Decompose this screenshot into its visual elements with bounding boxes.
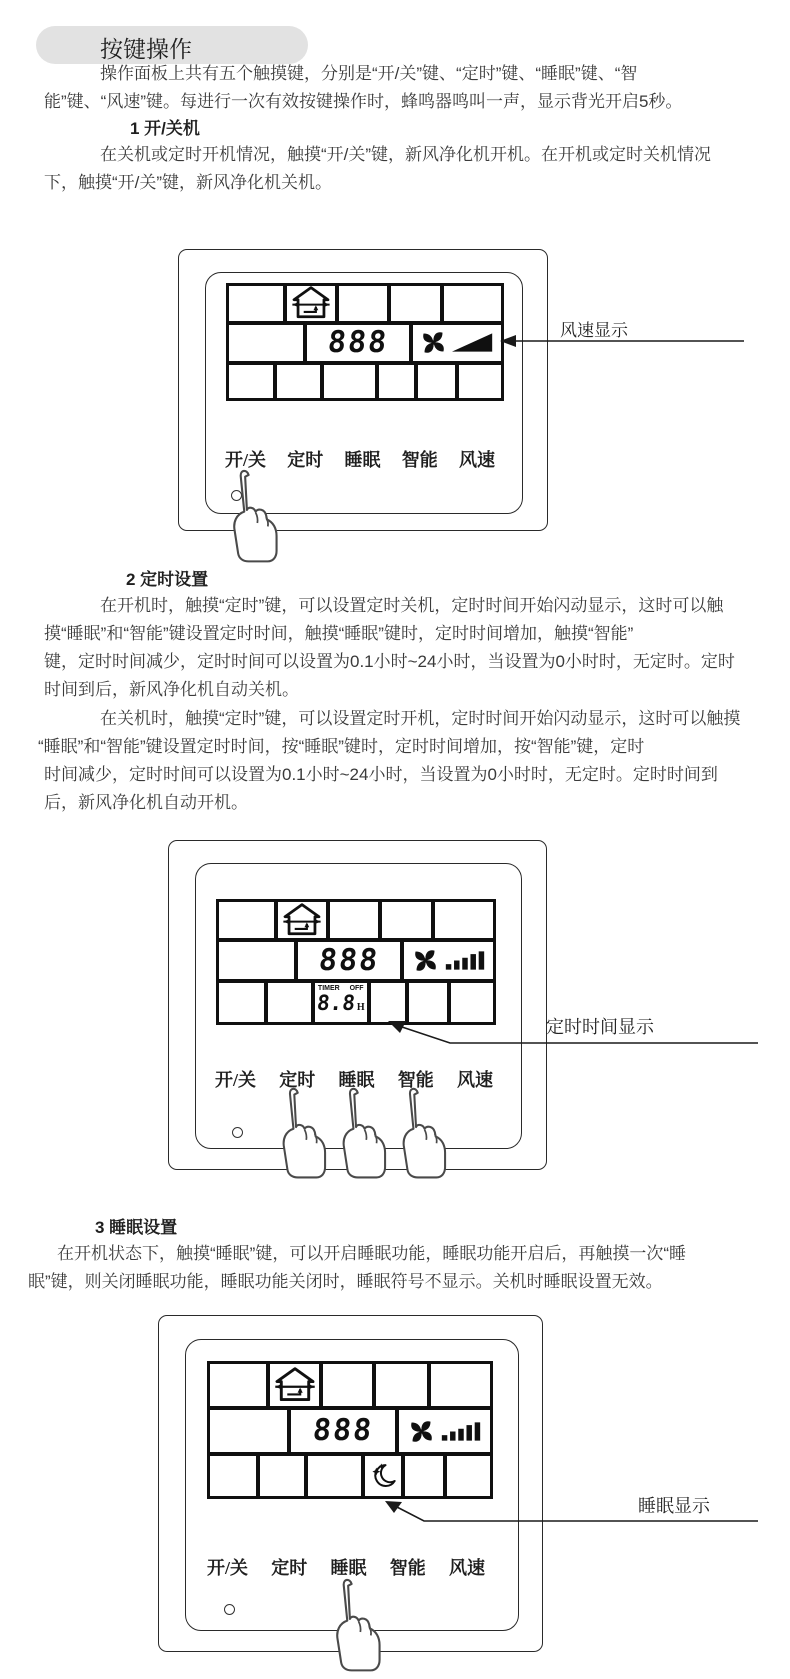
timer-label: TIMER bbox=[317, 985, 340, 993]
indicator-dot bbox=[224, 1604, 235, 1615]
text-line: 键，定时时间减少，定时时间可以设置为0.1小时~24小时，当设置为0小时时，无定时。定时 bbox=[44, 652, 735, 671]
lcd-cell-sleep bbox=[365, 1456, 401, 1496]
lcd-cell-blank bbox=[229, 365, 273, 398]
lcd-cell-blank bbox=[371, 983, 406, 1022]
wind-speed-bars-icon bbox=[444, 950, 486, 971]
lcd-cell-blank bbox=[435, 902, 493, 938]
lcd-cell-blank bbox=[431, 1364, 490, 1406]
touch-key-sleep: 睡眠 bbox=[330, 1558, 367, 1578]
text-line: 在开机时，触摸“定时”键，可以设置定时关机，定时时间开始闪动显示，这时可以触 bbox=[100, 596, 724, 615]
ventilation-house-icon bbox=[291, 286, 331, 320]
lcd-cell-fan-speed bbox=[413, 325, 501, 361]
segment-digits: 888 bbox=[311, 1413, 375, 1449]
lcd-cell-blank bbox=[210, 1364, 266, 1406]
lcd-cell-blank bbox=[409, 983, 447, 1022]
text-line: 时间减少，定时时间可以设置为0.1小时~24小时，当设置为0小时时，无定时。定时时间到 bbox=[44, 765, 718, 784]
indicator-dot bbox=[232, 1127, 243, 1138]
touch-key-fanspeed: 风速 bbox=[456, 1070, 493, 1090]
lcd-cell-blank bbox=[382, 902, 431, 938]
lcd-cell-blank bbox=[210, 1456, 256, 1496]
lcd-cell-blank bbox=[376, 1364, 427, 1406]
lcd-cell-blank bbox=[210, 1410, 287, 1451]
lcd-cell-blank bbox=[323, 1364, 372, 1406]
segment-digits: 888 bbox=[317, 942, 382, 978]
lcd-cell-blank bbox=[268, 983, 311, 1022]
lcd-cell-fan-speed bbox=[399, 1410, 490, 1451]
touch-key-timer: 定时 bbox=[279, 1070, 316, 1090]
lcd-cell-house bbox=[287, 286, 335, 321]
touch-key-smart: 智能 bbox=[401, 450, 438, 470]
callout-timer-display-label: 定时时间显示 bbox=[546, 1017, 654, 1037]
touch-key-smart: 智能 bbox=[389, 1558, 426, 1578]
touch-key-sleep: 睡眠 bbox=[344, 450, 381, 470]
lcd-cell-blank bbox=[447, 1456, 490, 1496]
lcd-cell-house bbox=[270, 1364, 319, 1406]
wind-speed-bars-icon bbox=[440, 1421, 482, 1442]
page-title: 按键操作 bbox=[100, 36, 192, 62]
lcd-cell-blank bbox=[330, 902, 378, 938]
lcd-display bbox=[207, 1361, 493, 1499]
lcd-cell-digits bbox=[307, 325, 409, 361]
fan-icon bbox=[408, 1418, 435, 1445]
callout-fan-speed-label: 风速显示 bbox=[560, 321, 628, 340]
touch-key-fanspeed: 风速 bbox=[458, 450, 495, 470]
text-line: 时间到后，新风净化机自动关机。 bbox=[44, 680, 299, 699]
pointing-hand-icon bbox=[325, 1577, 387, 1673]
lcd-cell-blank bbox=[260, 1456, 304, 1496]
lcd-cell-fan-speed bbox=[404, 942, 493, 979]
lcd-cell-digits bbox=[291, 1410, 396, 1451]
touch-key-smart: 智能 bbox=[397, 1070, 434, 1090]
lcd-cell-blank bbox=[459, 365, 501, 398]
lcd-cell-blank bbox=[324, 365, 375, 398]
section2-paragraph-2 bbox=[38, 705, 764, 817]
fan-icon bbox=[420, 329, 447, 356]
text-line: 在开机状态下，触摸“睡眠”键，可以开启睡眠功能，睡眠功能开启后，再触摸一次“睡 bbox=[57, 1244, 686, 1263]
touch-key-power: 开/关 bbox=[207, 1558, 249, 1578]
pointing-hand-icon bbox=[272, 1086, 332, 1180]
lcd-cell-house bbox=[278, 902, 326, 938]
lcd-display bbox=[226, 283, 504, 401]
touch-key-fanspeed: 风速 bbox=[448, 1558, 485, 1578]
lcd-cell-timer bbox=[315, 983, 367, 1022]
text-line: 操作面板上共有五个触摸键，分别是“开/关”键、“定时”键、“睡眠”键、“智 bbox=[100, 64, 638, 83]
text-line: 能”键、“风速”键。每进行一次有效按键操作时，蜂鸣器鸣叫一声，显示背光开启5秒。 bbox=[44, 92, 683, 111]
lcd-cell-blank bbox=[405, 1456, 444, 1496]
segment-digits: 888 bbox=[326, 324, 391, 360]
timer-value: 8.8 bbox=[315, 991, 357, 1016]
touch-key-timer: 定时 bbox=[287, 450, 324, 470]
lcd-cell-blank bbox=[229, 286, 283, 321]
touch-key-power: 开/关 bbox=[225, 450, 267, 470]
section2-paragraph-1 bbox=[44, 592, 764, 704]
section-heading-3: 3 睡眠设置 bbox=[95, 1218, 178, 1237]
touch-key-power: 开/关 bbox=[215, 1070, 257, 1090]
text-line: 在关机或定时开机情况，触摸“开/关”键，新风净化机开机。在开机或定时关机情况 bbox=[100, 145, 712, 164]
lcd-cell-blank bbox=[379, 365, 414, 398]
text-line: 后，新风净化机自动开机。 bbox=[44, 793, 248, 812]
intro-paragraph bbox=[44, 60, 764, 116]
lcd-cell-blank bbox=[451, 983, 493, 1022]
section-heading-2: 2 定时设置 bbox=[126, 570, 209, 589]
pointing-hand-icon bbox=[392, 1086, 452, 1180]
ventilation-house-icon bbox=[282, 903, 322, 937]
text-line: “睡眠”和“智能”键设置定时时间，按“睡眠”键时，定时时间增加，按“智能”键，定时 bbox=[38, 737, 645, 756]
lcd-cell-blank bbox=[277, 365, 320, 398]
pointing-hand-icon bbox=[332, 1086, 392, 1180]
touch-key-timer: 定时 bbox=[271, 1558, 308, 1578]
timer-unit: H bbox=[356, 1002, 365, 1014]
lcd-cell-blank bbox=[219, 902, 274, 938]
lcd-cell-blank bbox=[219, 942, 294, 979]
moon-sleep-icon bbox=[368, 1461, 398, 1491]
lcd-cell-blank bbox=[308, 1456, 361, 1496]
ventilation-house-icon bbox=[274, 1367, 316, 1403]
lcd-display bbox=[216, 899, 496, 1025]
touch-key-sleep: 睡眠 bbox=[338, 1070, 375, 1090]
section3-paragraph bbox=[28, 1240, 768, 1296]
timer-off-label: OFF bbox=[349, 985, 364, 993]
lcd-cell-blank bbox=[391, 286, 440, 321]
wind-speed-wedge-icon bbox=[452, 332, 494, 353]
section-heading-1: 1 开/关机 bbox=[130, 119, 200, 138]
section1-paragraph bbox=[44, 141, 764, 197]
lcd-cell-blank bbox=[219, 983, 264, 1022]
lcd-cell-blank bbox=[418, 365, 455, 398]
section-title-pill bbox=[36, 26, 308, 64]
lcd-cell-digits bbox=[298, 942, 401, 979]
lcd-cell-blank bbox=[229, 325, 303, 361]
text-line: 下，触摸“开/关”键，新风净化机关机。 bbox=[44, 173, 333, 192]
lcd-cell-blank bbox=[444, 286, 501, 321]
fan-icon bbox=[412, 947, 439, 974]
callout-sleep-display-label: 睡眠显示 bbox=[638, 1496, 710, 1516]
text-line: 在关机时，触摸“定时”键，可以设置定时开机，定时时间开始闪动显示，这时可以触摸 bbox=[100, 709, 741, 728]
lcd-cell-blank bbox=[339, 286, 387, 321]
text-line: 眠”键，则关闭睡眠功能，睡眠功能关闭时，睡眠符号不显示。关机时睡眠设置无效。 bbox=[28, 1272, 663, 1291]
text-line: 摸“睡眠”和“智能”键设置定时时间，触摸“睡眠”键时，定时时间增加，触摸“智能” bbox=[44, 624, 634, 643]
pointing-hand-icon bbox=[222, 468, 284, 564]
